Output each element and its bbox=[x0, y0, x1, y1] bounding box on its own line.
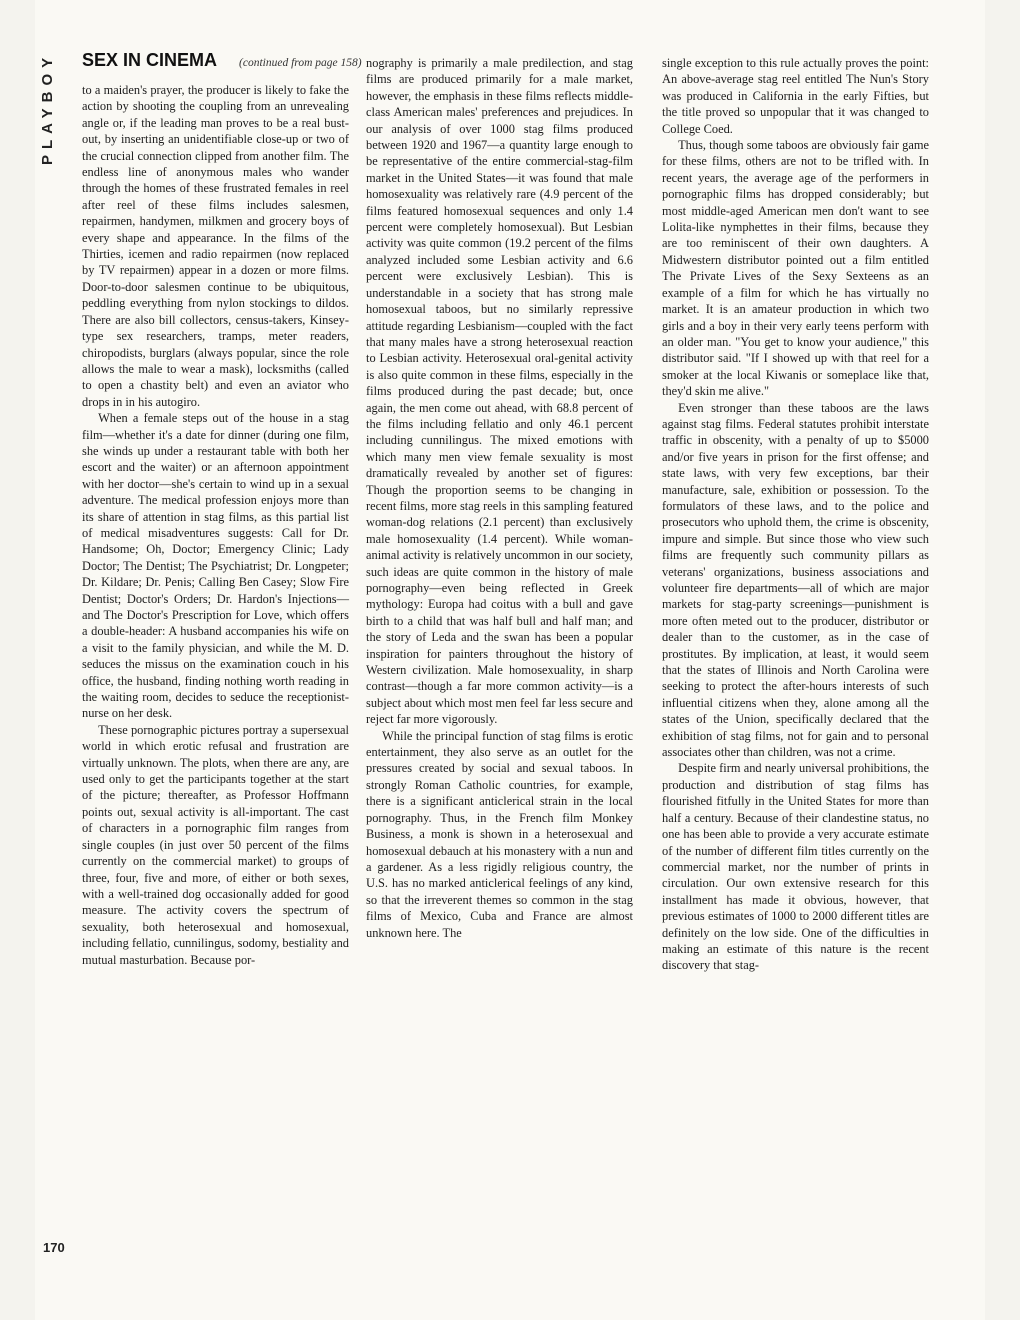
paragraph: nography is primarily a male predilection, and stag films are produced primarily for a male market, however, the emphasis in these films reflects middle-class American males' preferences and prejudices. In our analysis of over 1000 stag films produced between 1920 and 1967—a quantity large enough to be representative of the entire commercial-stag-film market in the United States—it was found that male homosexuality was relatively rare (4.9 percent of the films featured homosexual sequences and only 1.4 percent were completely homosexual). But Lesbian activity was quite common (19.2 percent of the films analyzed included some Lesbian activity and 6.6 percent were exclusively Lesbian). This is understandable in a society that has strong male homosexual taboos, but no similarly repressive attitude regarding Lesbianism—coupled with the fact that many males have a strong heterosexual reaction to Lesbian activity. Heterosexual oral-genital activity is also quite common in these films, especially in the films produced during the past decade; but, once again, the men come out ahead, with 68.8 percent of the films including fellatio and only 46.1 percent including cunnilingus. The mixed emotions with which many men view female sexuality is most dramatically revealed by another set of figures: Though the proportion seems to be changing in recent films, more stag reels in this sampling featured woman-dog relations (2.1 percent) than exclusively male homosexuality (1.4 percent). While woman-animal activity is relatively uncommon in our society, such ideas are quite common in the history of male pornography—even being reflected in Greek mythology: Europa had coitus with a bull and gave birth to a child that was half bull and half man; and the story of Leda and the swan has been a popular inspiration for painters throughout the history of Western civilization. Male homosexuality, in sharp contrast—though a far more common activity—is a subject about which most men feel far less secure and reject far more vigorously. bbox=[366, 56, 633, 727]
text-column-2 bbox=[366, 55, 633, 1259]
page-number: 170 bbox=[43, 1240, 65, 1255]
magazine-page bbox=[35, 0, 985, 1320]
text-column-1 bbox=[82, 82, 349, 1257]
paragraph: When a female steps out of the house in a stag film—whether it's a date for dinner (during one film, she winds up under a restaurant table with both her escort and the waiter) or an afternoon appointment with her doctor—she's certain to wind up in a sexual adventure. The medical profession enjoys more than its share of attention in stag films, as this partial list of medical misadventures suggests: Call for Dr. Handsome; Oh, Doctor; Emergency Clinic; Lady Doctor; The Dentist; The Psychiatrist; Dr. Longpeter; Dr. Kildare; Dr. Penis; Calling Ben Casey; Slow Fire Dentist; Doctor's Orders; Dr. Hardon's Injections—and The Doctor's Prescription for Love, which offers a double-header: A husband accompanies his wife on a visit to the family physician, and while the M. D. seduces the missus on the examination couch in his office, the husband, finding nothing worth reading in the waiting room, decides to seduce the receptionist-nurse on her desk. bbox=[82, 411, 349, 721]
article-header bbox=[82, 50, 382, 82]
paragraph: single exception to this rule actually proves the point: An above-average stag reel entitled The Nun's Story was produced in California in the early Fifties, but the title proved so unpopular that it was changed to College Coed. bbox=[662, 56, 929, 136]
paragraph: to a maiden's prayer, the producer is likely to fake the action by shooting the coupling from an unrevealing angle or, if the leading man proves to be a real bust-out, by inserting an unidentifiable close-up or two of the crucial connection clipped from another film. The endless line of anonymous males who wander through the homes of these frustrated females in reel after reel of these films includes salesmen, repairmen, handymen, milkmen and grocery boys of every shape and appearance. In the films of the Thirties, icemen and radio repairmen (now replaced by TV repairmen) appear in a dozen or more films. Door-to-door salesmen continue to be ubiquitous, peddling everything from nylon stockings to dildos. There are also bill collectors, census-takers, Kinsey-type sex researchers, tramps, meter readers, chiropodists, burglars (always popular, since the role allows the male to wear a mask), locksmiths (called to open a chastity belt) and even an aviator who drops in in his autogiro. bbox=[82, 83, 349, 409]
paragraph: Even stronger than these taboos are the laws against stag films. Federal statutes prohibit interstate traffic in obscenity, with a penalty of up to $5000 and/or five years in prison for the first offense; and state laws, with very few exceptions, bar their manufacture, sale, exhibition or possession. To the formulators of these laws, and to the police and prosecutors who uphold them, the crime is obscenity, impure and simple. But since those who view such films are frequently such community pillars as veterans' organizations, business associations and volunteer fire departments—all of which are major markets for stag-party screenings—punishment is more often meted out to the producer, distributor or dealer than to the customer, as in the case of prostitutes. By implication, at least, it would seem that the states of Illinois and North Carolina were seeking to protect the after-hours interests of such influential citizens when they, alone among all the states of the Union, specifically declared that the exhibition of stag films, not for gain and to personal associates other than children, was not a crime. bbox=[662, 400, 929, 760]
paragraph: Despite firm and nearly universal prohibitions, the production and distribution of stag films has flourished fitfully in the United States for more than half a century. Because of their clandestine status, no one has been able to provide a very accurate estimate of the number of different film titles currently on the commercial market, nor the number of prints in circulation. Our own extensive research for this installment has made it obvious, however, that previous estimates of 1000 to 2000 different titles are definitely on the low side. One of the difficulties in making an estimate of this nature is the recent discovery that stag- bbox=[662, 761, 929, 973]
paragraph: While the principal function of stag films is erotic entertainment, they also serve as an outlet for the pressures created by social and sexual taboos. In strongly Roman Catholic countries, for example, there is a significant anticlerical strain in the local pornography. Thus, in the French film Monkey Business, a monk is shown in a heterosexual and homosexual debauch at his monastery with a nun and a gardener. As a less rigidly religious country, the U.S. has no marked anticlerical feelings of any kind, so that the irreverent themes so common in the stag films of Mexico, Cuba and France are almost unknown here. The bbox=[366, 728, 633, 940]
article-title: SEX IN CINEMA bbox=[82, 50, 218, 70]
paragraph: These pornographic pictures portray a supersexual world in which erotic refusal and frustration are virtually unknown. The plots, when there are any, are used only to get the participants together at the start of the picture; thereafter, as Professor Hoffmann points out, sexual activity is all-important. The cast of characters in a pornographic film ranges from single couples (in just over 50 percent of the films currently on the commercial market) to groups of three, four, five and more, of either or both sexes, with a well-trained dog occasionally added for good measure. The activity covers the spectrum of sexuality, both heterosexual and homosexual, including fellatio, cunnilingus, sodomy, bestiality and mutual masturbation. Because por- bbox=[82, 722, 349, 967]
text-column-3 bbox=[662, 55, 929, 1259]
magazine-name: PLAYBOY bbox=[39, 51, 56, 165]
paragraph: Thus, though some taboos are obviously fair game for these films, others are not to be trifled with. In recent years, the average age of the performers in pornographic films has dropped considerably; but most middle-aged American men don't want to see Lolita-like nymphettes in their films, because they are too reminiscent of their own daughters. A Midwestern distributor pointed out a film entitled The Private Lives of the Sexy Sexteens as an example of a film for which he has virtually no market. It is an amateur production in which two girls and a boy in their very early teens perform with an older man. "You get to know your audience," this distributor said. "If I showed up with that reel for a smoker at the local Kiwanis or someplace like that, they'd skin me alive." bbox=[662, 138, 929, 399]
continued-note: (continued from page 158) bbox=[239, 57, 362, 69]
